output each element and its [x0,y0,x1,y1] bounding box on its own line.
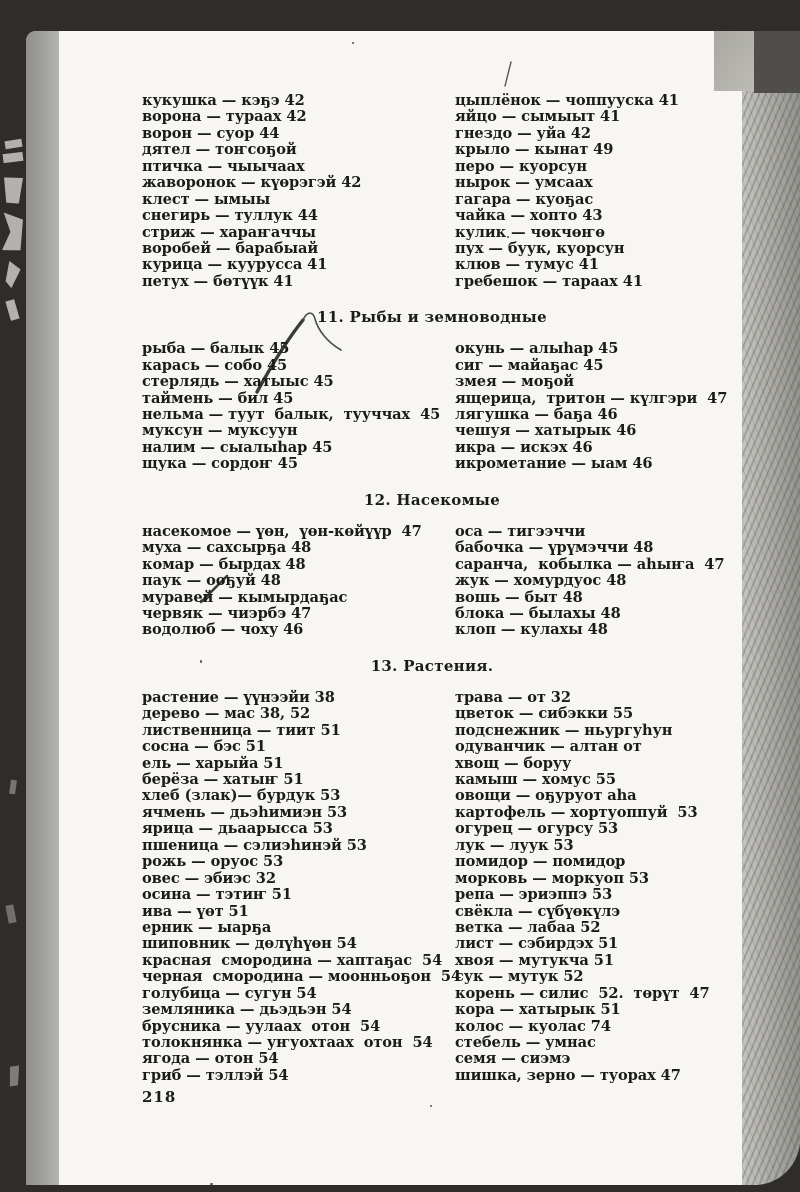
dictionary-entry: цветок — сибэкки 55 [455,705,633,723]
spine-artifact [4,173,23,208]
dictionary-entry: свёкла — сүбүөкүлэ [455,902,621,920]
dictionary-entry: сиг — майаҕас 45 [455,356,604,374]
spine-artifact [3,152,24,163]
dictionary-entry: дятел — тоҥсоҕой [142,141,297,159]
dictionary-entry: икрометание — ыам 46 [455,455,653,473]
dictionary-entry: водолюб — чоху 46 [142,621,304,639]
dictionary-entry: камыш — хомус 55 [455,771,616,788]
dictionary-entry: блока — былахы 48 [455,604,621,622]
dictionary-entry: корень — силис 52. төрүт 47 [455,984,710,1002]
dictionary-entry: воробей — барабыай [142,239,319,257]
dictionary-entry: толокнянка — уҥуохтаах отон 54 [142,1034,433,1051]
dictionary-entry: пшеница — сэлиэһинэй 53 [142,836,367,854]
dictionary-entry: хвощ — боруу [455,754,572,772]
entries-column-right [455,524,762,639]
dictionary-entry: семя — сиэмэ [455,1050,571,1068]
spine-artifact [5,299,19,321]
dictionary-entry: комар — бырдах 48 [142,555,306,573]
dictionary-entry: саранча, кобылка — аһыҥа 47 [455,555,725,573]
dictionary-entry: лиственница — тиит 51 [142,721,341,739]
entries-column-left [142,524,455,639]
dictionary-entry: оса — тигээччи [455,522,586,540]
section-insects [142,524,762,639]
section-plants [142,690,762,1085]
dictionary-entry: чешуя — хатырык 46 [455,422,637,440]
dictionary-entry: ячмень — дьэһимиэн 53 [142,803,348,821]
dictionary-entry: одуванчик — алтан от [455,738,642,756]
section-fish [142,341,762,473]
dictionary-entry: окунь — алыһар 45 [455,340,619,358]
dictionary-entry: брусника — уулаах отон 54 [142,1017,381,1035]
section-heading: 13. Растения. [370,656,494,675]
dictionary-entry: ворон — суор 44 [142,124,280,142]
dictionary-entry: бабочка — үрүмэччи 48 [455,539,654,557]
dictionary-entry: снегирь — туллук 44 [142,207,318,225]
dictionary-entry: ящерица, тритон — күлгэри 47 [455,389,728,407]
dictionary-entry: помидор — помидор [455,853,626,871]
dictionary-entry: перо — куорсун [455,157,587,175]
dictionary-entry: хлеб (злак)— бурдук 53 [142,787,341,805]
dictionary-entry: лист — сэбирдэх 51 [455,935,619,953]
dictionary-entry: сук — мутук 52 [455,968,584,986]
dictionary-entry: налим — сыалыһар 45 [142,438,333,456]
entries-column-left [142,341,455,473]
dictionary-entry: стебель — умнас [455,1034,596,1051]
dictionary-entry: лягушка — баҕа 46 [455,406,618,423]
dictionary-entry: репа — эриэппэ 53 [455,886,613,904]
dictionary-entry: ярица — дьаарысса 53 [142,820,333,838]
dictionary-entry: гнездо — уйа 42 [455,124,591,142]
dictionary-entry: жук — хомурдуос 48 [455,572,627,590]
dictionary-entry: петух — бөтүүк 41 [142,272,294,290]
dictionary-entry: овощи — оҕуруот аһа [455,787,637,805]
dictionary-entry: ворона — тураах 42 [142,108,307,126]
dictionary-entry: червяк — чиэрбэ 47 [142,604,312,622]
dictionary-entry: ива — үөт 51 [142,902,249,920]
spine-artifact [2,212,23,254]
dictionary-entry: муха — сахсырҕа 48 [142,539,312,557]
dictionary-entry: чайка — хопто 43 [455,207,603,225]
dictionary-entry: клест — ымыы [142,190,271,208]
dictionary-entry: растение — үүнээйи 38 [142,688,335,706]
dictionary-entry: гребешок — тараах 41 [455,272,643,290]
dictionary-entry: лук — луук 53 [455,836,574,854]
dictionary-entry: черная смородина — моонньоҕон 54 [142,968,462,986]
spine-artifact [9,780,17,795]
dictionary-entry: ерник — ыарҕа [142,918,272,936]
dictionary-entry: клюв — тумус 41 [455,256,599,274]
page-edge [26,31,59,1185]
spine-artifact [8,1065,20,1088]
dictionary-entry: паук — ооҕуй 48 [142,572,281,590]
dictionary-entry: рыба — балык 45 [142,340,290,358]
dictionary-entry: цыплёнок — чоппууска 41 [455,92,679,109]
dictionary-entry: хвоя — мутукча 51 [455,951,614,969]
entries-column-right [455,690,762,1085]
spine-artifact [3,261,22,289]
dictionary-entry: осина — тэтиҥ 51 [142,886,292,904]
dictionary-entry: нельма — туут балык, тууччах 45 [142,406,441,423]
dictionary-entry: змея — моҕой [455,373,575,391]
dictionary-entry: ветка — лабаа 52 [455,918,601,936]
spine-artifact [5,904,16,923]
dictionary-entry: подснежник — ньургуһун [455,721,673,739]
section-heading: 11. Рыбы и земноводные [317,308,547,327]
dictionary-entry: шишка, зерно — туорах 47 [455,1066,681,1084]
page-number: 218 [142,1088,177,1107]
dictionary-entry: стриж — хараҥаччы [142,223,316,241]
dictionary-entry: колос — куолас 74 [455,1017,611,1035]
dictionary-entry: курица — куурусса 41 [142,256,328,274]
dictionary-entry: муксун — муксуун [142,422,298,440]
dictionary-entry: голубица — сугун 54 [142,984,317,1002]
dictionary-entry: гриб — тэллэй 54 [142,1066,289,1084]
dictionary-entry: ягода — отон 54 [142,1050,279,1068]
dictionary-entry: стерлядь — хатыыс 45 [142,373,334,391]
dictionary-entry: яйцо — сымыыт 41 [455,108,621,126]
section-birds [142,93,762,290]
dictionary-entry: пух — буук, куорсун [455,239,625,257]
dictionary-entry: гагара — куоҕас [455,190,594,208]
entries-column-left [142,688,462,1085]
dictionary-entry: жаворонок — күөрэгэй 42 [142,174,362,192]
dictionary-entry: крыло — кынат 49 [455,141,614,159]
spine-artifact [4,139,22,150]
scan-corner-dark [754,31,800,93]
dictionary-entry: вошь — быт 48 [455,588,583,606]
dictionary-entry: клоп — кулахы 48 [455,621,608,639]
dictionary-entry: овес — эбиэс 32 [142,869,276,887]
dictionary-entry: огурец — огурсу 53 [455,820,619,838]
dictionary-entry: шиповник — дөлүһүөн 54 [142,935,357,953]
dictionary-entry: кукушка — кэҕэ 42 [142,92,305,109]
entries-column-left [142,93,455,290]
dictionary-entry: кора — хатырык 51 [455,1001,621,1019]
dictionary-entry: красная смородина — хаптаҕас 54 [142,951,443,969]
dictionary-entry: кулик — чөкчөҥө [455,223,605,241]
entries-column-right [455,341,762,473]
dictionary-index [142,93,762,1106]
dictionary-entry: морковь — моркуоп 53 [455,869,649,887]
dictionary-entry: берёза — хатыҥ 51 [142,771,304,788]
dictionary-entry: картофель — хортуоппуй 53 [455,803,698,821]
section-heading: 12. Насекомые [363,490,501,509]
dictionary-entry: нырок — умсаах [455,174,593,192]
dictionary-entry: икра — искэх 46 [455,438,593,456]
dictionary-entry: трава — от 32 [455,688,571,706]
dictionary-entry: птичка — чыычаах [142,157,305,175]
dictionary-entry: сосна — бэс 51 [142,738,266,756]
dictionary-entry: ель — харыйа 51 [142,754,284,772]
dictionary-entry: щука — сордоҥ 45 [142,455,298,473]
dictionary-entry: дерево — мас 38, 52 [142,705,311,723]
scan-corner-gray [714,31,756,91]
scan-speck [210,1183,213,1185]
dictionary-entry: карась — собо 45 [142,356,288,374]
dictionary-entry: муравей — кымырдаҕас [142,588,348,606]
dictionary-entry: земляника — дьэдьэн 54 [142,1001,352,1019]
dictionary-entry: насекомое — үөн, үөн-көйүүр 47 [142,522,422,540]
entries-column-right [455,93,762,290]
dictionary-entry: рожь — оруос 53 [142,853,284,871]
dictionary-entry: таймень — бил 45 [142,389,294,407]
scan-speck [352,42,354,44]
